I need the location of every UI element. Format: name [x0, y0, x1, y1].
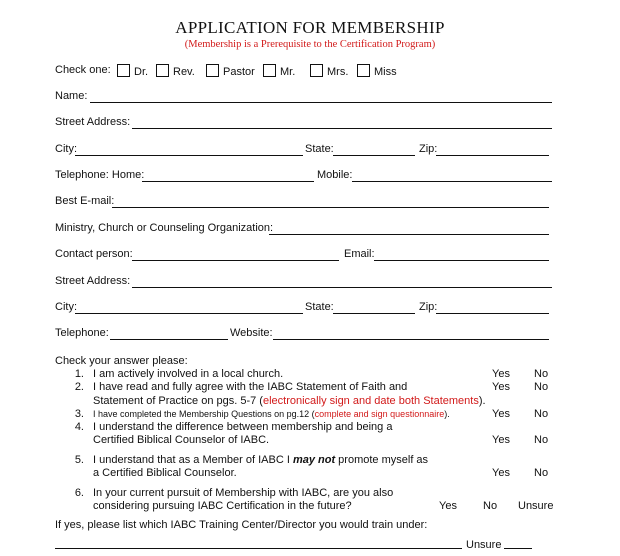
- follow-up-question: If yes, please list which IABC Training Center/Director you would train under:: [55, 519, 428, 531]
- question-text-line2: a Certified Biblical Counselor.: [93, 467, 237, 479]
- question-number: 6.: [74, 487, 84, 499]
- city-2-field[interactable]: [75, 301, 303, 314]
- telephone-home-label: Telephone: Home:: [55, 169, 145, 181]
- question-4: [0, 421, 620, 449]
- name-label: Name:: [55, 90, 88, 102]
- question-text: [93, 454, 428, 466]
- option-dr[interactable]: [114, 64, 148, 78]
- name-field[interactable]: [90, 90, 552, 103]
- best-email-field[interactable]: [112, 195, 549, 208]
- state-2-field[interactable]: [333, 301, 415, 314]
- checkbox-icon[interactable]: [263, 64, 276, 77]
- question-number: 5.: [74, 454, 84, 466]
- questions-intro: Check your answer please:: [55, 355, 188, 367]
- option-rev[interactable]: [153, 64, 195, 78]
- checkbox-icon[interactable]: [310, 64, 323, 77]
- answer-no[interactable]: No: [483, 500, 498, 512]
- street-address-2-label: Street Address:: [55, 275, 131, 287]
- question-text-part: promote myself as: [335, 454, 429, 466]
- form-subtitle: (Membership is a Prerequisite to the Certification Program): [184, 39, 436, 50]
- zip-field[interactable]: [436, 143, 549, 156]
- organization-label: Ministry, Church or Counseling Organization:: [55, 222, 274, 234]
- state-label: State:: [305, 143, 334, 155]
- check-one-label: Check one:: [55, 64, 111, 76]
- street-address-2-field[interactable]: [132, 275, 552, 288]
- unsure-field[interactable]: [504, 536, 532, 549]
- question-text-part: I understand that as a Member of IABC I: [93, 454, 293, 466]
- form-title: APPLICATION FOR MEMBERSHIP: [175, 18, 445, 37]
- telephone-field[interactable]: [110, 327, 228, 340]
- answer-yes[interactable]: Yes: [492, 408, 510, 420]
- email-label: Email:: [344, 248, 375, 260]
- question-5: [0, 454, 620, 482]
- option-pastor-label: Pastor: [223, 66, 255, 78]
- question-emphasis: may not: [292, 454, 336, 466]
- website-field[interactable]: [273, 327, 549, 340]
- contact-person-label: Contact person:: [55, 248, 133, 260]
- question-3: [0, 408, 620, 422]
- state-field[interactable]: [333, 143, 415, 156]
- website-label: Website:: [230, 327, 273, 339]
- city-label: City:: [55, 143, 77, 155]
- option-mr[interactable]: [260, 64, 295, 78]
- question-text-line2: Certified Biblical Counselor of IABC.: [93, 434, 270, 446]
- street-address-label: Street Address:: [55, 116, 131, 128]
- zip-label: Zip:: [419, 143, 438, 155]
- telephone-label: Telephone:: [55, 327, 109, 339]
- zip-2-field[interactable]: [436, 301, 549, 314]
- answer-no[interactable]: No: [534, 368, 549, 380]
- option-rev-label: Rev.: [173, 66, 195, 78]
- question-text-part: I have completed the Membership Questions on pg.12 (: [93, 409, 315, 419]
- email-field[interactable]: [374, 248, 549, 261]
- question-text-part: Statement of Practice on pgs. 5-7 (: [93, 395, 263, 407]
- answer-no[interactable]: No: [534, 434, 549, 446]
- option-mr-label: Mr.: [280, 66, 296, 78]
- question-number: 3.: [74, 408, 84, 420]
- answer-yes[interactable]: Yes: [492, 381, 510, 393]
- question-number: 4.: [74, 421, 84, 433]
- answer-no[interactable]: No: [534, 381, 549, 393]
- unsure-label: Unsure: [466, 539, 502, 551]
- answer-yes[interactable]: Yes: [492, 368, 510, 380]
- question-1: [0, 368, 620, 382]
- state-2-label: State:: [305, 301, 334, 313]
- city-2-label: City:: [55, 301, 77, 313]
- zip-2-label: Zip:: [419, 301, 438, 313]
- question-text-line2: considering pursuing IABC Certification in the future?: [93, 500, 352, 512]
- question-text: I understand the difference between membership and being a: [93, 421, 393, 433]
- mobile-field[interactable]: [352, 169, 552, 182]
- question-number: 2.: [74, 381, 84, 393]
- question-text-part: ).: [478, 395, 486, 407]
- telephone-home-field[interactable]: [142, 169, 314, 182]
- question-number: 1.: [74, 368, 84, 380]
- option-mrs-label: Mrs.: [327, 66, 349, 78]
- question-text: In your current pursuit of Membership with IABC, are you also: [93, 487, 394, 499]
- best-email-label: Best E-mail:: [55, 195, 115, 207]
- answer-yes[interactable]: Yes: [492, 467, 510, 479]
- contact-person-field[interactable]: [132, 248, 339, 261]
- question-note: complete and sign questionnaire: [314, 409, 445, 419]
- option-pastor[interactable]: [203, 64, 255, 78]
- checkbox-icon[interactable]: [117, 64, 130, 77]
- question-text: I am actively involved in a local church.: [93, 368, 284, 380]
- checkbox-icon[interactable]: [357, 64, 370, 77]
- street-address-field[interactable]: [132, 116, 552, 129]
- answer-no[interactable]: No: [534, 408, 549, 420]
- organization-field[interactable]: [269, 222, 549, 235]
- question-text-line2: [93, 395, 486, 407]
- question-text-part: ).: [444, 409, 450, 419]
- option-miss[interactable]: [354, 64, 397, 78]
- option-dr-label: Dr.: [134, 66, 149, 78]
- answer-yes[interactable]: Yes: [492, 434, 510, 446]
- city-field[interactable]: [75, 143, 303, 156]
- question-text: [93, 409, 450, 419]
- question-note: electronically sign and date both Statements: [262, 395, 479, 407]
- question-text: I have read and fully agree with the IABC Statement of Faith and: [93, 381, 408, 393]
- answer-yes[interactable]: Yes: [439, 500, 457, 512]
- mobile-label: Mobile:: [317, 169, 353, 181]
- answer-unsure[interactable]: Unsure: [518, 500, 554, 512]
- question-6: [0, 487, 620, 515]
- question-2: [0, 381, 620, 409]
- option-miss-label: Miss: [374, 66, 397, 78]
- answer-no[interactable]: No: [534, 467, 549, 479]
- option-mrs[interactable]: [307, 64, 348, 78]
- checkbox-icon[interactable]: [206, 64, 219, 77]
- checkbox-icon[interactable]: [156, 64, 169, 77]
- training-center-field[interactable]: [55, 536, 462, 549]
